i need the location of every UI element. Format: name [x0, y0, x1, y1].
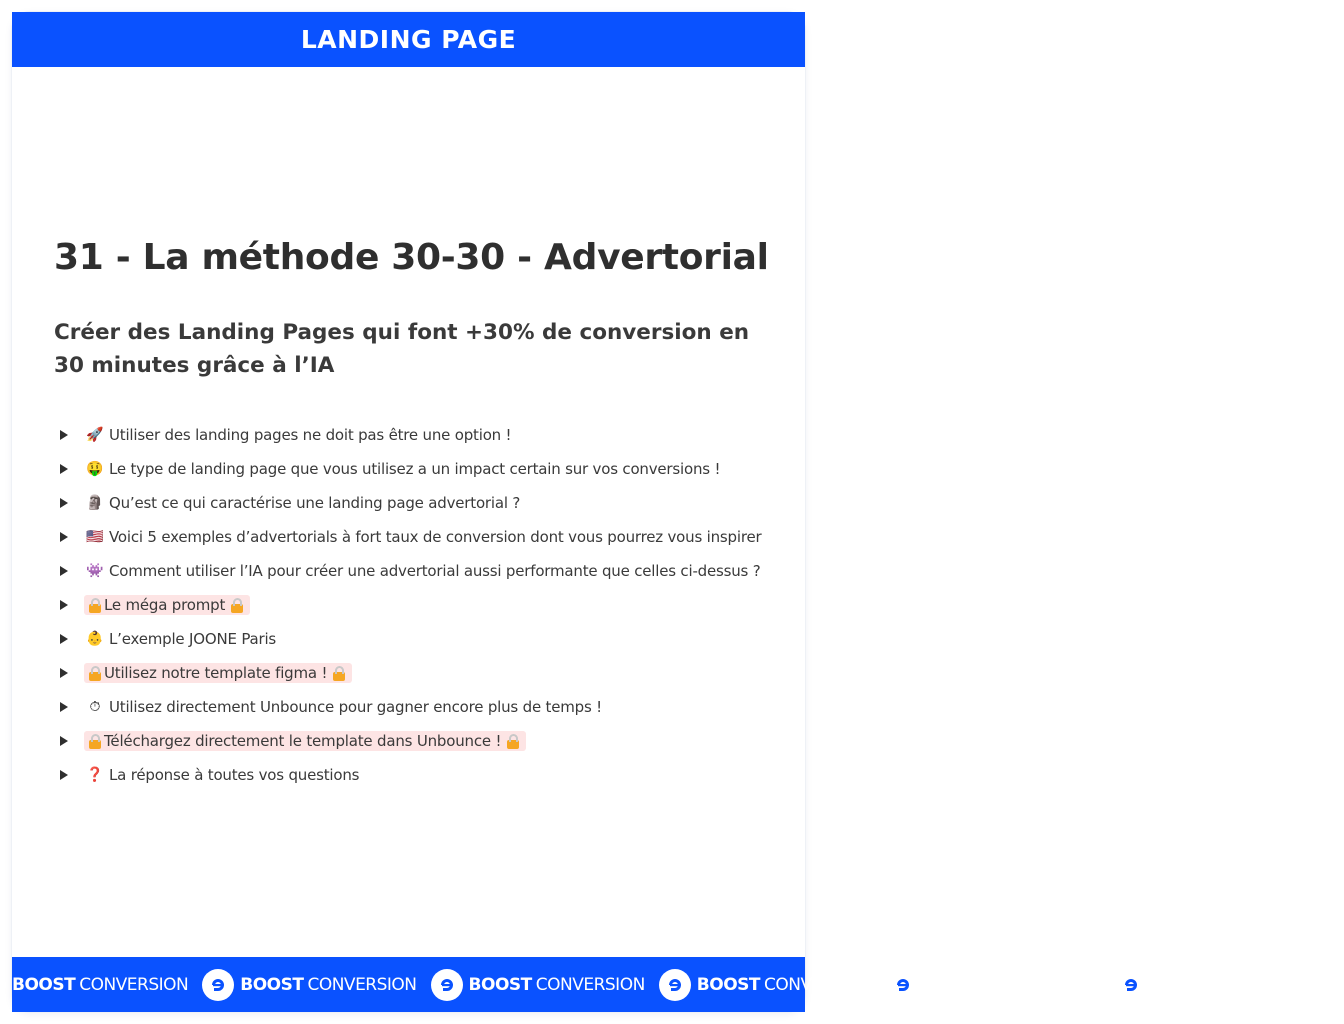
brand-logo-unit: [431, 969, 645, 1001]
page-content: [54, 234, 774, 792]
brand-name-strong: BOOST: [696, 974, 760, 995]
triangle-right-icon[interactable]: [60, 430, 68, 440]
toggle-item-label: L’exemple JOONE Paris: [109, 630, 277, 648]
header-banner: [12, 12, 805, 67]
toggle-item[interactable]: [54, 588, 774, 622]
lock-icon: [89, 740, 101, 749]
item-body: [84, 629, 280, 649]
triangle-right-icon[interactable]: [60, 668, 68, 678]
toggle-item[interactable]: [54, 418, 774, 452]
header-title: LANDING PAGE: [300, 25, 517, 54]
boost-logo-icon: [887, 969, 919, 1001]
toggle-item[interactable]: [54, 724, 774, 758]
item-body: [84, 459, 724, 479]
lock-icon: [333, 672, 345, 681]
brand-logo-unit: [0, 969, 188, 1001]
brand-marquee: [0, 957, 1344, 1012]
item-body: [84, 527, 765, 547]
toggle-item-label: Le méga prompt: [104, 596, 226, 614]
locked-item-highlight: [84, 595, 250, 615]
us-flag-icon: 🇺🇸: [86, 529, 104, 545]
triangle-right-icon[interactable]: [60, 498, 68, 508]
triangle-right-icon[interactable]: [60, 600, 68, 610]
boost-logo-icon: [202, 969, 234, 1001]
baby-icon: 👶: [86, 631, 104, 647]
item-body: [84, 697, 606, 717]
toggle-item[interactable]: [54, 622, 774, 656]
brand-name-strong: BOOST: [1153, 974, 1217, 995]
moai-icon: 🗿: [86, 495, 104, 511]
toggle-item[interactable]: [54, 758, 774, 792]
toggle-list: [54, 418, 774, 792]
alien-monster-icon: 👾: [86, 563, 104, 579]
brand-logo-unit: [1115, 969, 1329, 1001]
toggle-item[interactable]: [54, 656, 774, 690]
boost-logo-icon: [1115, 969, 1147, 1001]
triangle-right-icon[interactable]: [60, 736, 68, 746]
brand-name-light: CONVERSION: [992, 974, 1102, 995]
brand-logo-unit: [202, 969, 416, 1001]
brand-name-light: CONVERSION: [307, 974, 417, 995]
boost-logo-icon: [0, 969, 6, 1001]
item-body: [84, 425, 515, 445]
triangle-right-icon[interactable]: [60, 464, 68, 474]
rocket-icon: 🚀: [86, 427, 104, 443]
brand-name-light: CONVERSION: [535, 974, 645, 995]
page-title: 31 - La méthode 30-30 - Advertorial: [54, 237, 769, 278]
toggle-item[interactable]: [54, 554, 774, 588]
boost-logo-icon: [659, 969, 691, 1001]
brand-logo-unit: [887, 969, 1101, 1001]
item-body: [84, 765, 363, 785]
lock-icon: [89, 604, 101, 613]
brand-name-strong: BOOST: [925, 974, 989, 995]
brand-name-light: CONVERSION: [79, 974, 189, 995]
toggle-item-label: Utilisez directement Unbounce pour gagner encore plus de temps !: [109, 698, 602, 716]
toggle-item[interactable]: [54, 486, 774, 520]
brand-name-light: CONVERSION: [1220, 974, 1330, 995]
brand-logo-unit: [659, 969, 873, 1001]
triangle-right-icon[interactable]: [60, 634, 68, 644]
triangle-right-icon[interactable]: [60, 702, 68, 712]
toggle-item-label: Le type de landing page que vous utilisez a un impact certain sur vos conversions !: [109, 460, 721, 478]
locked-item-highlight: [84, 731, 526, 751]
money-face-icon: 🤑: [86, 461, 104, 477]
toggle-item-label: Comment utiliser l’IA pour créer une advertorial aussi performante que celles ci-dessus ?: [109, 562, 761, 580]
toggle-item-label: La réponse à toutes vos questions: [109, 766, 360, 784]
brand-name-strong: BOOST: [240, 974, 304, 995]
triangle-right-icon[interactable]: [60, 770, 68, 780]
toggle-item-label: Utiliser des landing pages ne doit pas être une option !: [109, 426, 512, 444]
toggle-item-label: Qu’est ce qui caractérise une landing page advertorial ?: [109, 494, 521, 512]
triangle-right-icon[interactable]: [60, 566, 68, 576]
toggle-item-label: Voici 5 exemples d’advertorials à fort taux de conversion dont vous pourrez vous inspirer: [109, 528, 762, 546]
triangle-right-icon[interactable]: [60, 532, 68, 542]
toggle-item[interactable]: [54, 452, 774, 486]
stopwatch-icon: ⏱: [89, 699, 101, 715]
toggle-item-label: Utilisez notre template figma !: [104, 664, 328, 682]
item-body: [84, 493, 524, 513]
brand-name-light: CONVERSION: [764, 974, 874, 995]
toggle-item-label: Téléchargez directement le template dans Unbounce !: [104, 732, 502, 750]
footer-banner: [12, 957, 1330, 1012]
brand-name-strong: BOOST: [12, 974, 76, 995]
brand-name-strong: BOOST: [468, 974, 532, 995]
landing-page-card: [12, 12, 1330, 1012]
question-mark-icon: ❓: [86, 767, 104, 783]
lock-icon: [89, 672, 101, 681]
lock-icon: [231, 604, 243, 613]
toggle-item[interactable]: [54, 520, 774, 554]
boost-logo-icon: [431, 969, 463, 1001]
item-body: [84, 561, 765, 581]
locked-item-highlight: [84, 663, 352, 683]
lock-icon: [507, 740, 519, 749]
page-subtitle: Créer des Landing Pages qui font +30% de conversion en 30 minutes grâce à l’IA: [54, 320, 750, 378]
toggle-item[interactable]: [54, 690, 774, 724]
